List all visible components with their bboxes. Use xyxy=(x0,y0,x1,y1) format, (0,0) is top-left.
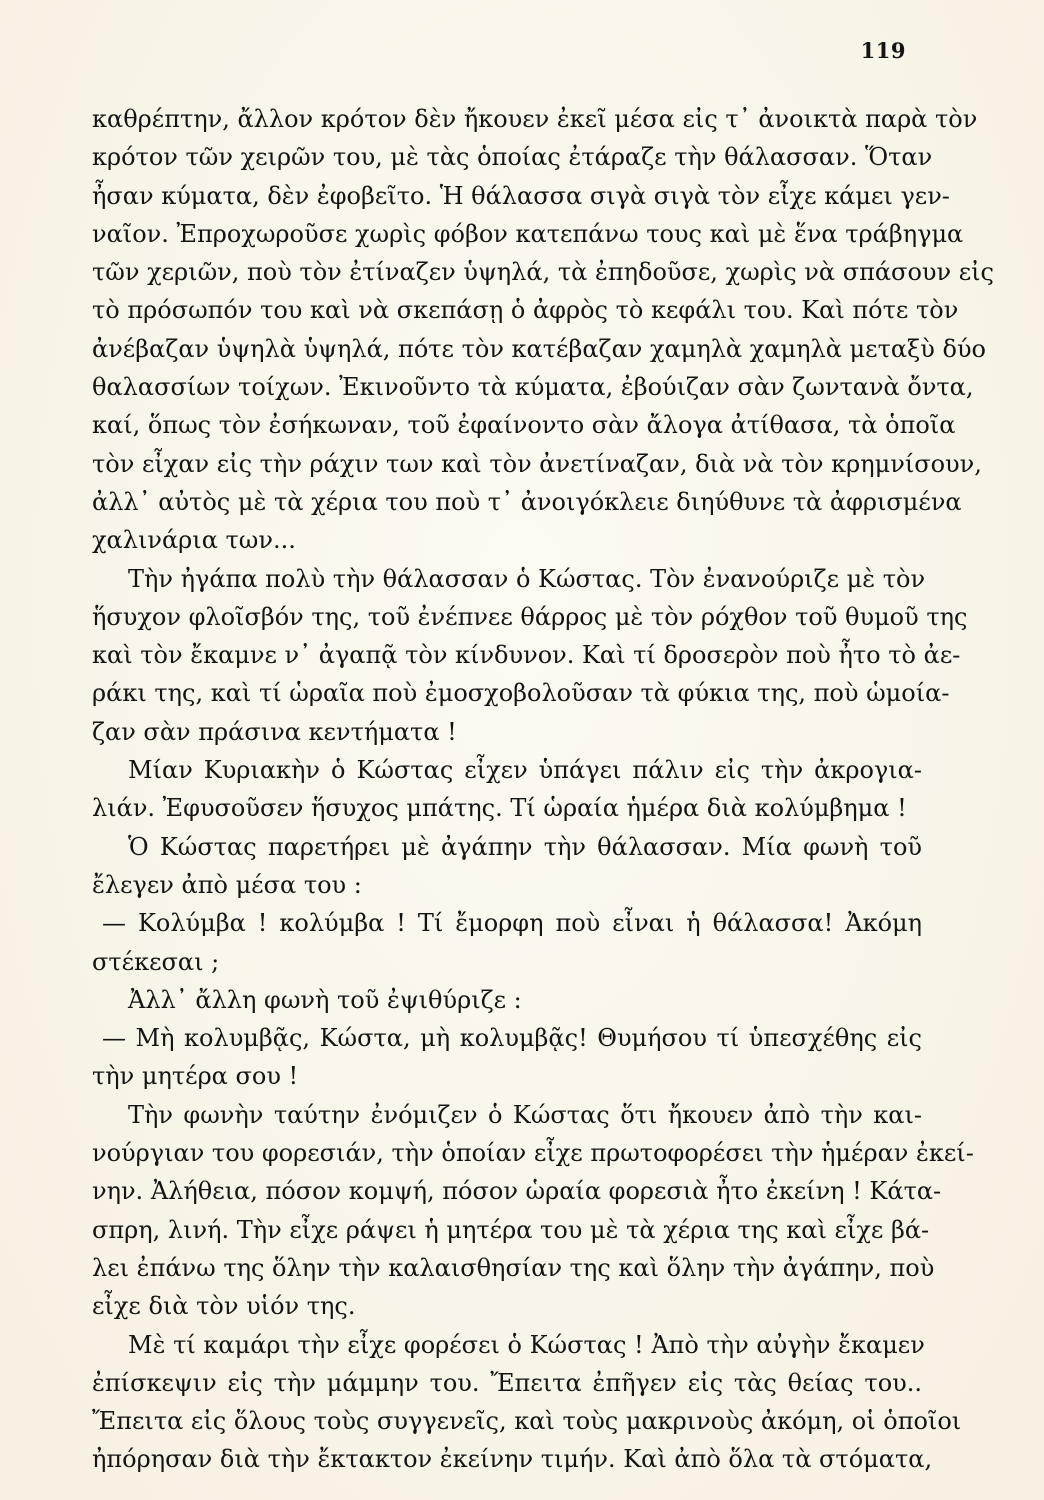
text-line: ἠπόρησαν διὰ τὴν ἔκτακτον ἐκείνην τιμήν. Καὶ ἀπὸ ὅλα τὰ στόματα, xyxy=(92,1445,933,1474)
text-line: ναῖον. Ἐπροχωροῦσε χωρὶς φόβον κατεπάνω τους καὶ μὲ ἕνα τράβηγμα xyxy=(92,219,964,248)
text-line: τὸν εἶχαν εἰς τὴν ράχιν των καὶ τὸν ἀνετίναζαν, διὰ νὰ τὸν κρημνίσουν, xyxy=(92,449,982,478)
text-line: στέκεσαι ; xyxy=(92,947,220,976)
text-line: λει ἐπάνω της ὅλην τὴν καλαισθησίαν της καὶ ὅλην τὴν ἀγάπην, ποὺ xyxy=(92,1253,935,1282)
text-line: νούργιαν του φορεσιάν, τὴν ὁποίαν εἶχε πρωτοφορέσει τὴν ἡμέραν ἐκεί- xyxy=(92,1139,974,1168)
text-line: εἶχε διὰ τὸν υἱόν της. xyxy=(92,1292,356,1321)
text-line: καὶ τὸν ἔκαμνε ν᾽ ἀγαπᾷ τὸν κίνδυνον. Καὶ τί δροσερὸν ποὺ ἦτο τὸ ἀε- xyxy=(92,641,961,670)
text-line: Ὁ Κώστας παρετήρει μὲ ἀγάπην τὴν θάλασσαν. Μία φωνὴ τοῦ xyxy=(128,832,922,861)
text-line: ἔλεγεν ἀπὸ μέσα του : xyxy=(92,870,362,899)
text-line: Μὲ τί καμάρι τὴν εἶχε φορέσει ὁ Κώστας ! Ἀπὸ τὴν αὐγὴν ἔκαμεν xyxy=(128,1330,925,1359)
text-line: κρότον τῶν χειρῶν του, μὲ τὰς ὁποίας ἐτάραζε τὴν θάλασσαν. Ὅταν xyxy=(92,143,933,172)
text-line: θαλασσίων τοίχων. Ἐκινοῦντο τὰ κύματα, ἐβούιζαν σὰν ζωντανὰ ὄντα, xyxy=(92,373,974,402)
text-line: Τὴν ἠγάπα πολὺ τὴν θάλασσαν ὁ Κώστας. Τὸν ἐνανούριζε μὲ τὸν xyxy=(128,564,926,593)
text-line: ἀλλ᾽ αὐτὸς μὲ τὰ χέρια του ποὺ τ᾽ ἀνοιγόκλειε διηύθυνε τὰ ἀφρισμένα xyxy=(92,487,962,516)
text-line: — Κολύμβα ! κολύμβα ! Τί ἔμορφη ποὺ εἶναι ἡ θάλασσα! Ἀκόμη xyxy=(102,909,922,938)
text-line: — Μὴ κολυμβᾷς, Κώστα, μὴ κολυμβᾷς! Θυμήσου τί ὑπεσχέθης εἰς xyxy=(102,1024,922,1053)
text-line: ράκι της, καὶ τί ὡραῖα ποὺ ἐμοσχοβολοῦσαν τὰ φύκια της, ποὺ ὡμοία- xyxy=(92,679,950,708)
text-line: Ἀλλ᾽ ἄλλη φωνὴ τοῦ ἐψιθύριζε : xyxy=(128,985,522,1014)
text-line: Τὴν φωνὴν ταύτην ἐνόμιζεν ὁ Κώστας ὅτι ἤκουεν ἀπὸ τὴν και- xyxy=(128,1100,922,1129)
text-line: χαλινάρια των... xyxy=(92,526,296,555)
text-line: τὴν μητέρα σου ! xyxy=(92,1062,299,1091)
text-line: Μίαν Κυριακὴν ὁ Κώστας εἶχεν ὑπάγει πάλιν εἰς τὴν ἀκρογια- xyxy=(128,756,922,785)
text-line: καθρέπτην, ἄλλον κρότον δὲν ἤκουεν ἐκεῖ μέσα εἰς τ᾽ ἀνοικτὰ παρὰ τὸν xyxy=(92,105,978,133)
text-line: σπρη, λινή. Τὴν εἶχε ράψει ἡ μητέρα του μὲ τὰ χέρια της καὶ εἶχε βά- xyxy=(92,1215,930,1244)
text-line: ζαν σὰν πράσινα κεντήματα ! xyxy=(92,717,457,746)
body-text xyxy=(92,100,994,1479)
text-line: νην. Ἀλήθεια, πόσον κομψή, πόσον ὡραία φορεσιὰ ἦτο ἐκείνη ! Κάτα- xyxy=(92,1177,942,1206)
text-line: ἦσαν κύματα, δὲν ἐφοβεῖτο. Ἡ θάλασσα σιγὰ σιγὰ τὸν εἶχε κάμει γεν- xyxy=(92,181,950,210)
text-line: τῶν χεριῶν, ποὺ τὸν ἐτίναζεν ὑψηλά, τὰ ἐπηδοῦσε, χωρὶς νὰ σπάσουν εἰς xyxy=(92,258,994,287)
text-line: καί, ὅπως τὸν ἐσήκωναν, τοῦ ἐφαίνοντο σὰν ἄλογα ἀτίθασα, τὰ ὁποῖα xyxy=(92,411,956,440)
page-number: 119 xyxy=(860,38,906,63)
text-line: ἐπίσκεψιν εἰς τὴν μάμμην του. Ἔπειτα ἐπῆγεν εἰς τὰς θείας του.. xyxy=(92,1368,922,1397)
text-line: ἥσυχον φλοῖσβόν της, τοῦ ἐνέπνεε θάρρος μὲ τὸν ρόχθον τοῦ θυμοῦ της xyxy=(92,602,968,631)
text-line: ἀνέβαζαν ὑψηλὰ ὑψηλά, πότε τὸν κατέβαζαν χαμηλὰ χαμηλὰ μεταξὺ δύο xyxy=(92,334,986,363)
text-line: λιάν. Ἐφυσοῦσεν ἥσυχος μπάτης. Τί ὡραία ἡμέρα διὰ κολύμβημα ! xyxy=(92,794,907,823)
text-line: Ἔπειτα εἰς ὅλους τοὺς συγγενεῖς, καὶ τοὺς μακρινοὺς ἀκόμη, οἱ ὁποῖοι xyxy=(92,1407,962,1436)
text-line: τὸ πρόσωπόν του καὶ νὰ σκεπάσῃ ὁ ἀφρὸς τὸ κεφάλι του. Καὶ πότε τὸν xyxy=(92,296,959,325)
